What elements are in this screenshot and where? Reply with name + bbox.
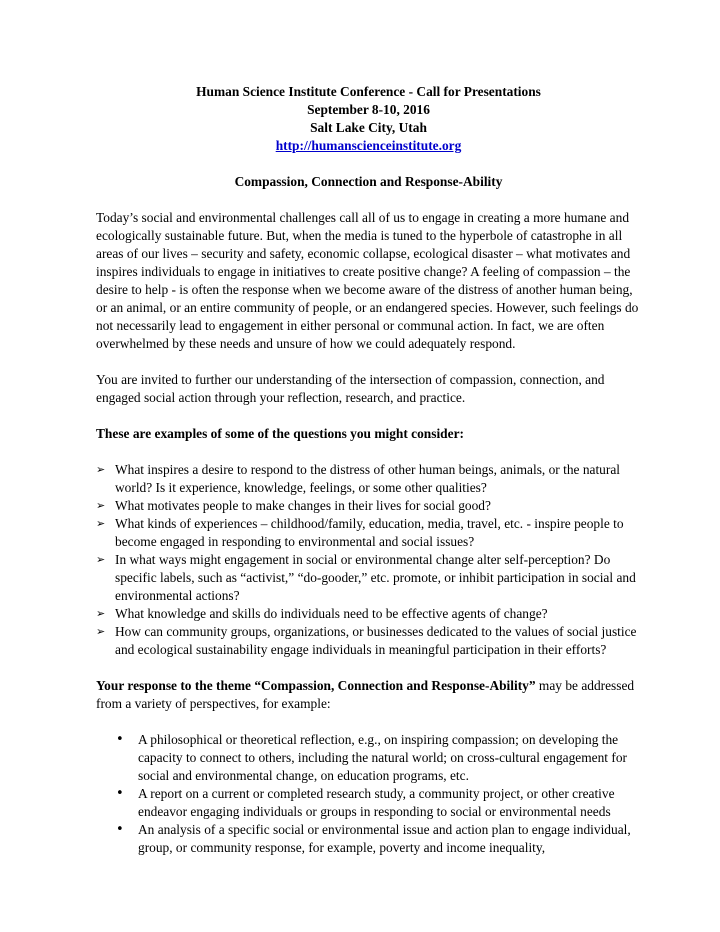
list-item: [96, 821, 641, 857]
list-item: [96, 785, 641, 821]
list-item-text: In what ways might engagement in social or environmental change alter self-perception? Do specific labels, such as “activist,” “do-gooder,” etc. promote, or inhibit participation in social and environmental actions?: [115, 552, 636, 603]
theme-title: Compassion, Connection and Response-Ability: [234, 174, 503, 189]
arrow-bullet-icon: ➢: [96, 517, 106, 530]
list-item: [96, 461, 641, 497]
list-item: [96, 515, 641, 551]
conference-title: Human Science Institute Conference - Call for Presentations: [196, 84, 541, 99]
arrow-bullet-icon: ➢: [96, 553, 106, 566]
document-header: [96, 83, 641, 155]
list-item-text: How can community groups, organizations, or businesses dedicated to the values of social justice and ecological sustainability engage individuals in meaningful participation in their efforts?: [115, 624, 637, 657]
perspectives-list: [96, 731, 641, 857]
bullet-dot-icon: •: [116, 732, 124, 747]
arrow-bullet-icon: ➢: [96, 625, 106, 638]
list-item-text: What kinds of experiences – childhood/family, education, media, travel, etc. - inspire people to become engaged in responding to environmental and social issues?: [115, 516, 624, 549]
arrow-bullet-icon: ➢: [96, 607, 106, 620]
questions-heading: These are examples of some of the questions you might consider:: [96, 426, 464, 441]
intro-paragraph: Today’s social and environmental challenges call all of us to engage in creating a more humane and ecologically sustainable future. But, when the media is tuned to the hyperbole of catastrophe in all areas of our lives – security and safety, economic collapse, ecological disaster – what motivates and inspires individuals to engage in initiatives to create positive change? A feeling of compassion – the desire to help - is often the response when we become aware of the distress of another human being, or an animal, or an entire community of people, or an endangered species. However, such feelings do not necessarily lead to engagement in either personal or communal action. In fact, we are often overwhelmed by these needs and unsure of how we could adequately respond.: [96, 210, 639, 351]
list-item-text: What knowledge and skills do individuals need to be effective agents of change?: [115, 606, 548, 621]
institute-link[interactable]: http://humanscienceinstitute.org: [275, 138, 462, 153]
bullet-dot-icon: •: [116, 822, 124, 837]
conference-location: Salt Lake City, Utah: [310, 120, 427, 135]
invite-paragraph: You are invited to further our understanding of the intersection of compassion, connection, and engaged social action through your reflection, research, and practice.: [96, 372, 605, 405]
document-page: [96, 83, 641, 857]
arrow-bullet-icon: ➢: [96, 499, 106, 512]
bullet-dot-icon: •: [116, 786, 124, 801]
list-item: [96, 623, 641, 659]
list-item: [96, 731, 641, 785]
response-paragraph: [96, 677, 641, 713]
conference-dates: September 8-10, 2016: [307, 102, 430, 117]
arrow-bullet-icon: ➢: [96, 463, 106, 476]
questions-list: [96, 461, 641, 659]
list-item-text: A philosophical or theoretical reflection, e.g., on inspiring compassion; on developing the capacity to connect to others, including the natural world; on cross-cultural engagement for social and environmental change, on education programs, etc.: [138, 732, 627, 783]
response-bold-lead: Your response to the theme “Compassion, Connection and Response-Ability”: [96, 678, 536, 693]
list-item-text: A report on a current or completed research study, a community project, or other creative endeavor engaging individuals or groups in responding to social or environmental needs: [138, 786, 615, 819]
list-item: [96, 551, 641, 605]
list-item-text: What inspires a desire to respond to the distress of other human beings, animals, or the natural world? Is it experience, knowledge, feelings, or some other qualities?: [115, 462, 620, 495]
list-item: [96, 497, 641, 515]
list-item-text: What motivates people to make changes in their lives for social good?: [115, 498, 491, 513]
list-item-text: An analysis of a specific social or environmental issue and action plan to engage individual, group, or community response, for example, poverty and income inequality,: [138, 822, 631, 855]
response-rest: may be addressed from a variety of perspectives, for example:: [96, 678, 635, 711]
list-item: [96, 605, 641, 623]
